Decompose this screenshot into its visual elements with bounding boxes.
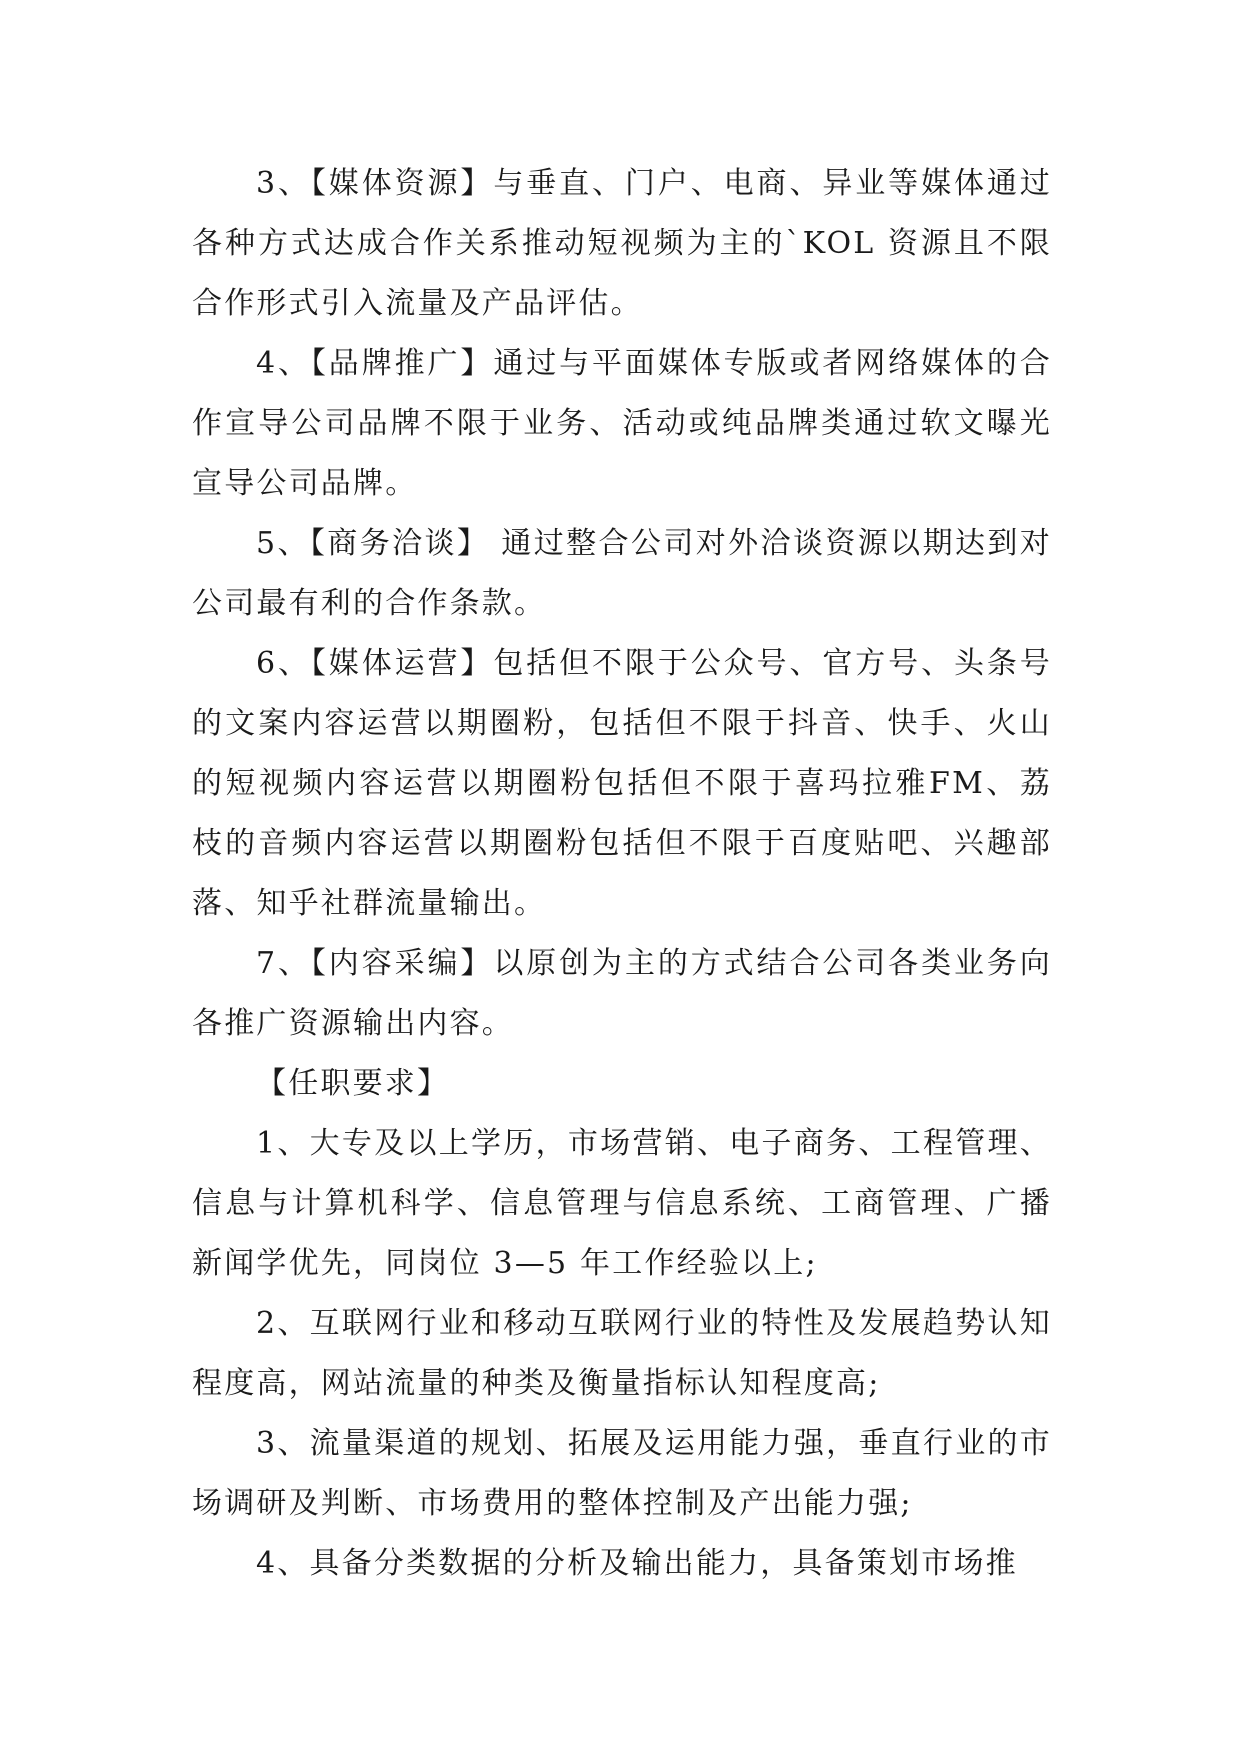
- paragraph-media-resources: 3、【媒体资源】与垂直、门户、电商、异业等媒体通过各种方式达成合作关系推动短视频为主的`KOL 资源且不限合作形式引入流量及产品评估。: [192, 166, 1052, 321]
- paragraph-content-editing: 7、【内容采编】以原创为主的方式结合公司各类业务向各推广资源输出内容。: [192, 946, 1052, 1041]
- requirement-item-industry-knowledge: 2、互联网行业和移动互联网行业的特性及发展趋势认知程度高，网站流量的种类及衡量指标认知程度高;: [192, 1306, 1052, 1401]
- requirement-item-channel-planning: 3、流量渠道的规划、拓展及运用能力强，垂直行业的市场调研及判断、市场费用的整体控制及产出能力强;: [192, 1426, 1052, 1521]
- paragraph-business-negotiation: 5、【商务洽谈】 通过整合公司对外洽谈资源以期达到对公司最有利的合作条款。: [192, 526, 1052, 621]
- paragraph-brand-promotion: 4、【品牌推广】通过与平面媒体专版或者网络媒体的合作宣导公司品牌不限于业务、活动或纯品牌类通过软文曝光宣导公司品牌。: [192, 346, 1052, 501]
- paragraph-media-operation: 6、【媒体运营】包括但不限于公众号、官方号、头条号的文案内容运营以期圈粉，包括但不限于抖音、快手、火山的短视频内容运营以期圈粉包括但不限于喜玛拉雅FM、荔枝的音频内容运营以期圈粉包括但不限于百度贴吧、兴趣部落、知乎社群流量输出。: [192, 646, 1052, 921]
- requirement-item-education: 1、大专及以上学历，市场营销、电子商务、工程管理、信息与计算机科学、信息管理与信息系统、工商管理、广播新闻学优先，同岗位 3—5 年工作经验以上;: [192, 1126, 1052, 1281]
- requirement-item-data-analysis: 4、具备分类数据的分析及输出能力，具备策划市场推: [256, 1546, 1018, 1581]
- document-body: [192, 154, 1052, 1594]
- requirements-heading: 【任职要求】: [256, 1066, 450, 1101]
